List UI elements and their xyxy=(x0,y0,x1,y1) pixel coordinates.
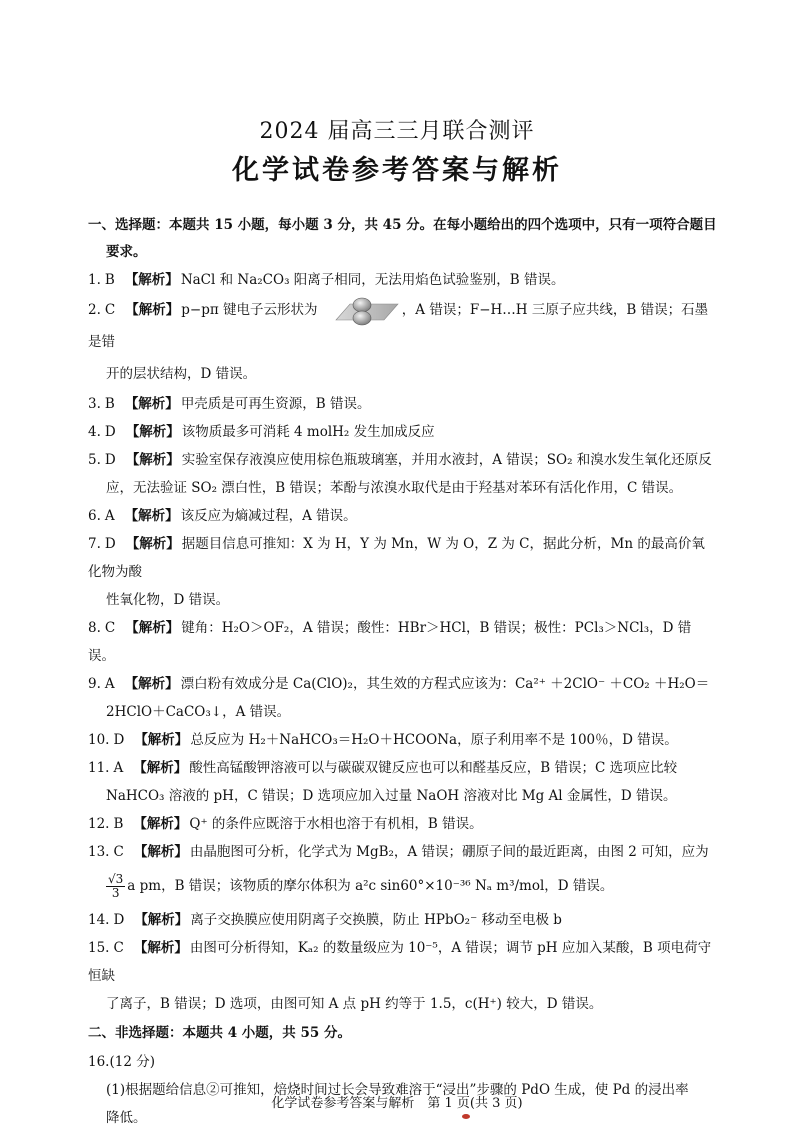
answer-item-11: 11. A 【解析】 酸性高锰酸钾溶液可以与碳碳双键反应也可以和醛基反应，B 错误；C 选项应比较 NaHCO₃ 溶液的 pH，C 错误；D 选项应加入过量 NaOH 溶液对比 Mg Al 金属性，D 错误。 xyxy=(88,760,678,804)
section-1-heading: 一、选择题：本题共 15 小题，每小题 3 分，共 45 分。在每小题给出的四个选项中，只有一项符合题目 要求。 xyxy=(88,217,717,260)
answer-item-13: 13. C 【解析】 由晶胞图可分析，化学式为 MgB₂，A 错误；硼原子间的最近距离，由图 2 可知，应为 $\frac{√3}{3}$ a pm，B 错误；该物质的摩尔体积为 a²c sin60°×10⁻³⁶ Nₐ m³/mol，D 错误。 xyxy=(88,844,709,900)
answer-item-6: 6. A 【解析】 该反应为熵减过程，A 错误。 xyxy=(88,508,357,524)
p-orbital-icon xyxy=(324,296,400,326)
exam-title: 2024 届高三三月联合测评 xyxy=(259,119,535,144)
section-2-heading: 二、非选择题：本题共 4 小题，共 55 分。 xyxy=(88,1025,351,1041)
answer-item-4: 4. D 【解析】 该物质最多可消耗 4 molH₂ 发生加成反应 xyxy=(88,424,435,440)
question-16-part-1: (1)根据题给信息②可推知，焙烧时间过长会导致难溶于“浸出”步骤的 PdO 生成，使 Pd 的浸出率 降低。 xyxy=(106,1082,689,1126)
red-mark xyxy=(462,1114,470,1119)
answer-item-5: 5. D 【解析】 实验室保存液溴应使用棕色瓶玻璃塞，并用水液封，A 错误；SO₂ 和溴水发生氧化还原反 应，无法验证 SO₂ 漂白性，B 错误；苯酚与浓溴水取代是由于羟基对苯环有活化作用，C 错误。 xyxy=(88,452,712,496)
document-title: 化学试卷参考答案与解析 xyxy=(232,155,562,186)
question-16-heading: 16.(12 分) xyxy=(88,1054,155,1070)
answer-item-15: 15. C 【解析】 由图可分析得知，Kₐ₂ 的数量级应为 10⁻⁵，A 错误；调节 pH 应加入某酸，B 项电荷守恒缺 了离子，B 错误；D 选项，由图可知 A 点 pH 约等于 1.5，c(H⁺) 较大，D 错误。 xyxy=(88,940,712,1012)
answer-item-8: 8. C 【解析】 键角：H₂O＞OF₂，A 错误；酸性：HBr＞HCl，B 错误；极性：PCl₃＞NCl₃，D 错误。 xyxy=(88,620,692,664)
answer-item-9: 9. A 【解析】 漂白粉有效成分是 Ca(ClO)₂，其生效的方程式应该为：Ca²⁺ ＋2ClO⁻ ＋CO₂ ＋H₂O＝ 2HClO＋CaCO₃↓，A 错误。 xyxy=(88,676,710,720)
answer-item-14: 14. D 【解析】 离子交换膜应使用阴离子交换膜，防止 HPbO₂⁻ 移动至电极 b xyxy=(88,912,562,928)
answer-item-3: 3. B 【解析】 甲壳质是可再生资源，B 错误。 xyxy=(88,396,371,412)
answer-content xyxy=(88,212,718,1132)
answer-item-1: 1. B 【解析】 NaCl 和 Na₂CO₃ 阳离子相同，无法用焰色试验鉴别，B 错误。 xyxy=(88,272,565,288)
answer-item-2: 2. C 【解析】 p−pπ 键电子云形状为 ，A 错误；F−H…H 三原子应共线，B 错误；石墨是错 开的层状结构，D 错误。 xyxy=(88,294,718,390)
page-footer: 化学试卷参考答案与解析 第 1 页(共 3 页) xyxy=(271,1096,523,1111)
answer-item-7: 7. D 【解析】 据题目信息可推知：X 为 H，Y 为 Mn，W 为 O，Z 为 C，据此分析，Mn 的最高价氧化物为酸 性氧化物，D 错误。 xyxy=(88,536,705,608)
answer-item-10: 10. D 【解析】 总反应为 H₂＋NaHCO₃＝H₂O＋HCOONa，原子利用率不是 100％，D 错误。 xyxy=(88,732,678,748)
answer-item-12: 12. B 【解析】 Q⁺ 的条件应既溶于水相也溶于有机相，B 错误。 xyxy=(88,816,483,832)
fraction-sqrt3-over-3: $\frac{√3}{3}$ xyxy=(108,872,124,900)
